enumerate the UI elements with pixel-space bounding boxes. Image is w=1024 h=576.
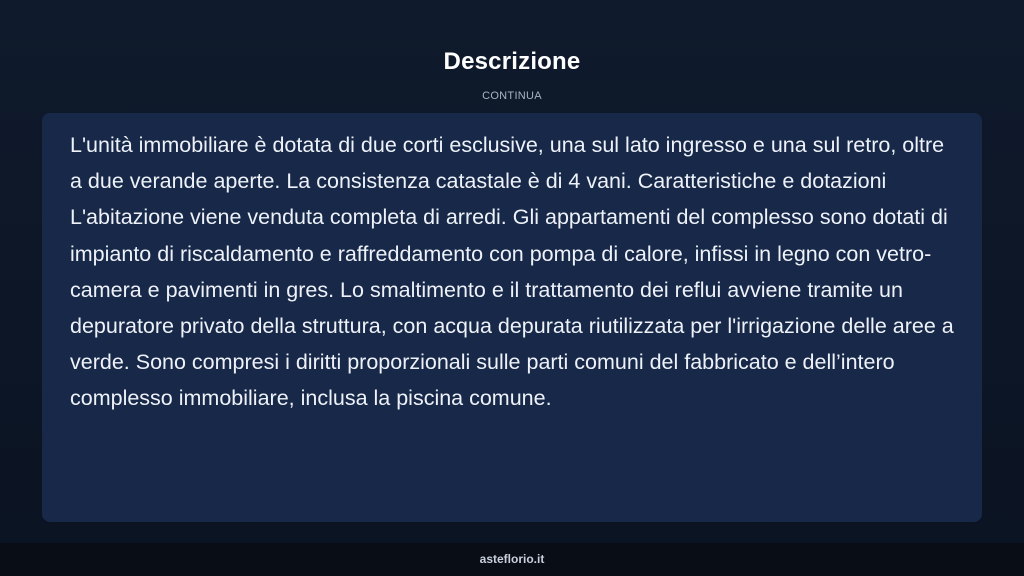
- site-name: asteflorio.it: [479, 552, 545, 566]
- footer-bar: [0, 543, 1024, 576]
- continue-label: CONTINUA: [482, 90, 542, 102]
- page-title: Descrizione: [443, 48, 581, 75]
- description-card: [42, 113, 982, 522]
- description-text: L'unità immobiliare è dotata di due corti esclusive, una sul lato ingresso e una sul retro, oltre a due verande aperte. La consistenza catastale è di 4 vani. Caratteristiche e dotazioni L'abitazione viene venduta completa di arredi. Gli appartamenti del complesso sono dotati di impianto di riscaldamento e raffreddamento con pompa di calore, infissi in legno con vetro-camera e pavimenti in gres. Lo smaltimento e il trattamento dei reflui avviene tramite un depuratore privato della struttura, con acqua depurata riutilizzata per l'irrigazione delle aree a verde. Sono compresi i diritti proporzionali sulle parti comuni del fabbricato e dell’intero complesso immobiliare, inclusa la piscina comune.: [70, 133, 954, 411]
